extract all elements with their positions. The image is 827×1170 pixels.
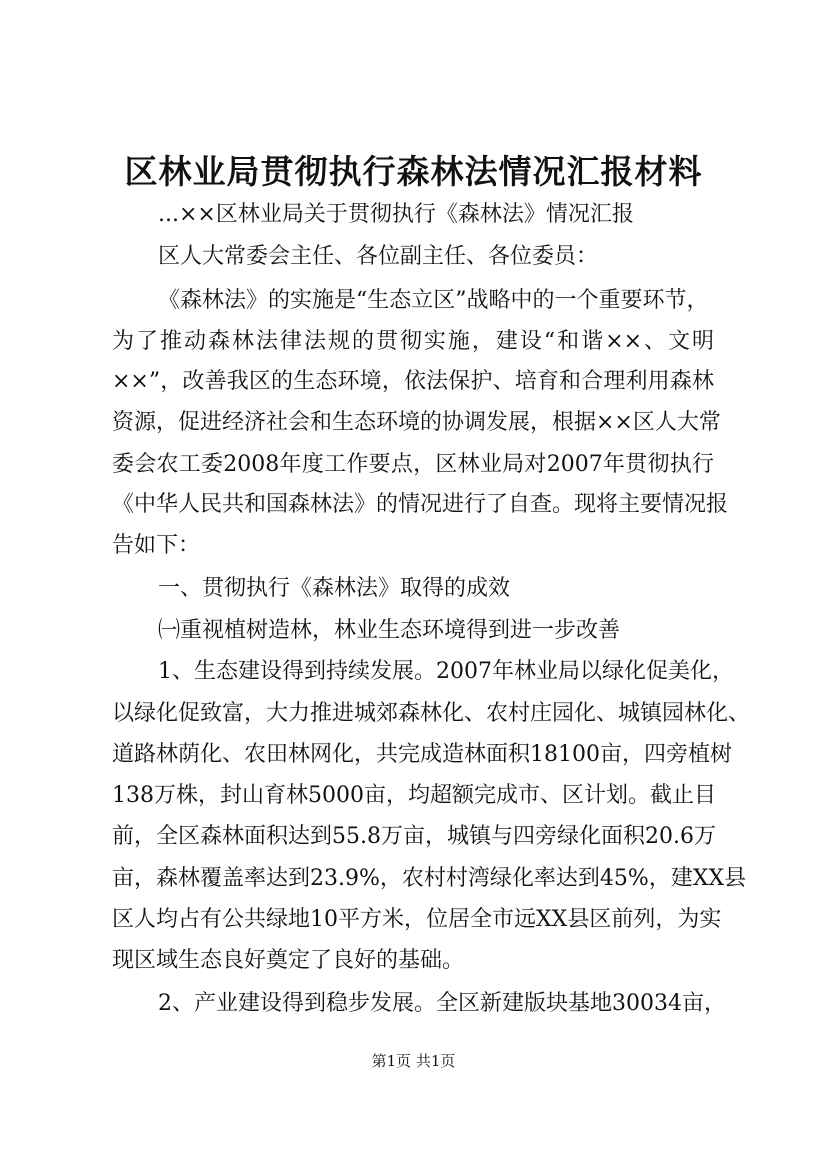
body-line: 道路林荫化、农田林网化，共完成造林面积18100亩，四旁植树 bbox=[112, 742, 732, 767]
body-line: 告如下： bbox=[112, 533, 201, 558]
body-line: 《森林法》的实施是“生态立区”战略中的一个重要环节， bbox=[158, 288, 709, 313]
subtitle-line: ...××区林业局关于贯彻执行《森林法》情况汇报 bbox=[158, 202, 634, 227]
body-line: 2、产业建设得到稳步发展。全区新建版块基地30034亩， bbox=[158, 991, 726, 1016]
body-line: 以绿化促致富，大力推进城郊森林化、农村庄园化、城镇园林化、 bbox=[112, 701, 751, 726]
body-line: ××”，改善我区的生态环境，依法保护、培育和合理利用森林 bbox=[112, 369, 714, 394]
body-line: 138万株，封山育林5000亩，均超额完成市、区计划。截止目 bbox=[112, 783, 716, 808]
section-heading: 一、贯彻执行《森林法》取得的成效 bbox=[158, 576, 511, 601]
body-line: 现区域生态良好奠定了良好的基础。 bbox=[112, 948, 465, 973]
body-line: 《中华人民共和国森林法》的情况进行了自查。现将主要情况报 bbox=[112, 492, 729, 517]
body-line: 为了推动森林法律法规的贯彻实施，建设“和谐××、文明 bbox=[112, 329, 714, 354]
subsection-heading: ㈠重视植树造林，林业生态环境得到进一步改善 bbox=[158, 618, 621, 643]
body-line: 1、生态建设得到持续发展。2007年林业局以绿化促美化， bbox=[158, 659, 734, 684]
body-line: 委会农工委2008年度工作要点，区林业局对2007年贯彻执行 bbox=[112, 452, 714, 477]
body-line: 资源，促进经济社会和生态环境的协调发展，根据××区人大常 bbox=[112, 410, 721, 435]
body-line: 亩，森林覆盖率达到23.9%，农村村湾绿化率达到45%，建XX县 bbox=[112, 866, 747, 891]
page-footer: 第1页 共1页 bbox=[371, 1052, 456, 1070]
body-line: 前，全区森林面积达到55.8万亩，城镇与四旁绿化面积20.6万 bbox=[112, 824, 716, 849]
body-line: 区人均占有公共绿地10平方米，位居全市远XX县区前列，为实 bbox=[112, 907, 722, 932]
salutation-line: 区人大常委会主任、各位副主任、各位委员： bbox=[158, 244, 599, 269]
document-title: 区林业局贯彻执行森林法情况汇报材料 bbox=[124, 152, 703, 191]
